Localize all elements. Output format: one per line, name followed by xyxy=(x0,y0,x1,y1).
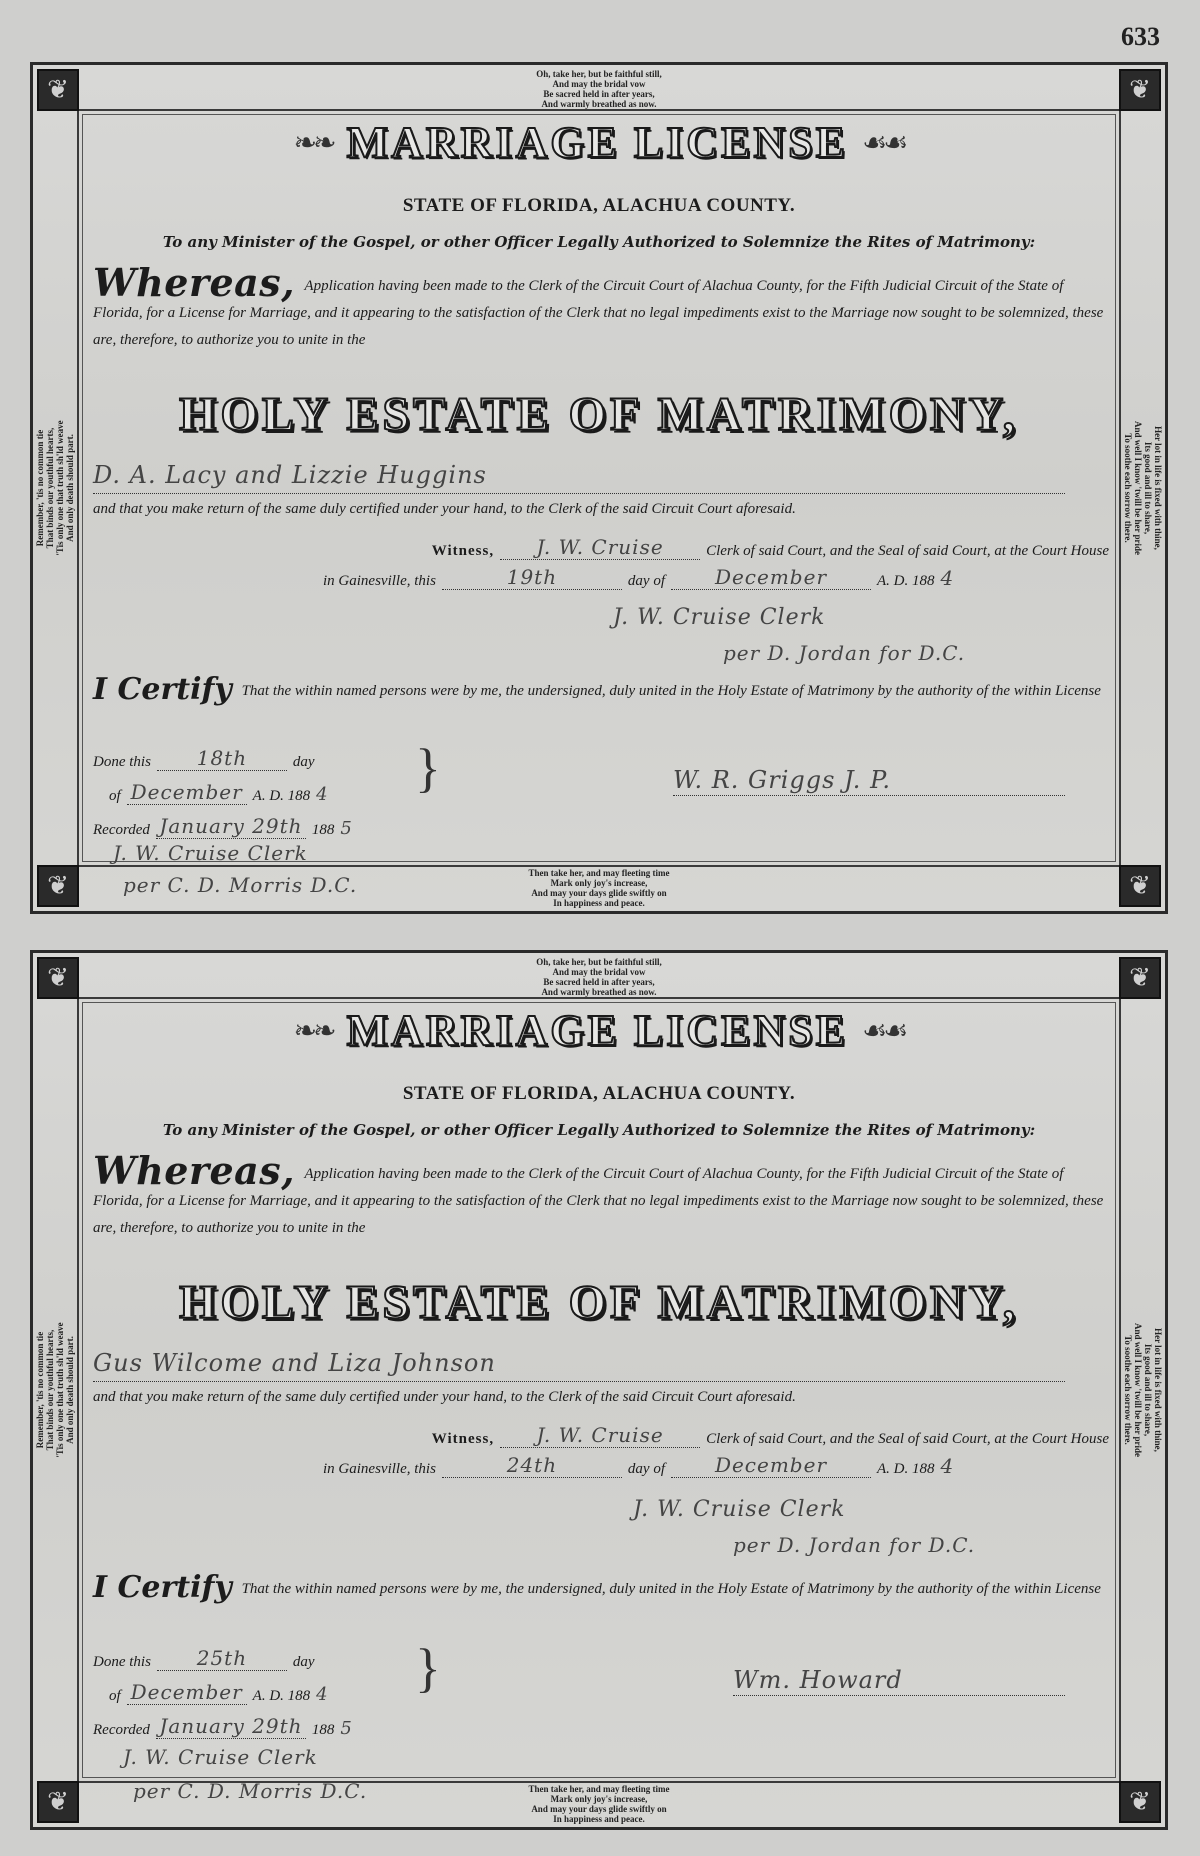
witness-line xyxy=(93,1423,1109,1448)
verse-left: Remember, 'tis no common tie That binds our youthful hearts, 'Tis only one that truth sh'ld weave And only death should part. xyxy=(35,420,75,556)
witness-text: Clerk of said Court, and the Seal of said Court, at the Court House xyxy=(706,543,1109,559)
done-day: 25th xyxy=(157,1646,287,1671)
verse-left: Remember, 'tis no common tie That binds our youthful hearts, 'Tis only one that truth sh'ld weave And only death should part. xyxy=(35,1322,75,1458)
flourish-icon: ☙☙ xyxy=(862,128,905,159)
ornament-corner-icon: ❦ xyxy=(1119,865,1161,907)
flourish-icon: ❧❧ xyxy=(293,128,333,159)
witness-signature: J. W. Cruise xyxy=(500,1423,700,1448)
done-month: December xyxy=(127,780,247,805)
recorded-date: January 29th xyxy=(156,1714,306,1739)
state-heading: STATE OF FLORIDA, ALACHUA COUNTY. xyxy=(402,1083,796,1104)
address-line: To any Minister of the Gospel, or other Officer Legally Authorized to Solemnize the Rites of Matrimony: xyxy=(162,1121,1036,1139)
return-text: and that you make return of the same duly certified under your hand, to the Clerk of the said Circuit Court aforesaid. xyxy=(93,501,796,517)
recorded-deputy-signature: per C. D. Morris D.C. xyxy=(133,1779,368,1803)
whereas-text: Application having been made to the Clerk of the Circuit Court of Alachua County, for the Fifth Judicial Circuit of the State of Florida, for a License for Marriage, and it appearing to the satisfaction of the Clerk that no legal impediments exist to the Marriage now sought to be solemnized, these are, therefore, to authorize you to unite in the xyxy=(93,1166,1104,1236)
verse-right: Her lot in life is fixed with thine, Its good and ill to share, And well I know 'twill be her pride To soothe each sorrow there. xyxy=(1123,1322,1163,1458)
issue-month: December xyxy=(671,565,871,590)
recorded-date: January 29th xyxy=(156,814,306,839)
ornament-corner-icon: ❦ xyxy=(37,1781,79,1823)
certify-text: That the within named persons were by me, the undersigned, duly united in the Holy Estate of Matrimony by the authority of the within License xyxy=(241,683,1101,699)
issue-date-line: in Gainesville, this 24th day of December A. D. 188 4 xyxy=(323,1453,955,1478)
flourish-icon: ❧❧ xyxy=(293,1016,333,1047)
couple-names: Gus Wilcome and Liza Johnson xyxy=(93,1349,1065,1382)
issue-date-line: in Gainesville, this 19th day of December A. D. 188 4 xyxy=(323,565,955,590)
done-day: 18th xyxy=(157,746,287,771)
witness-line xyxy=(93,535,1109,560)
officiant-signature: Wm. Howard xyxy=(733,1665,1065,1696)
ornament-corner-icon: ❦ xyxy=(37,69,79,111)
holy-estate-heading: HOLY ESTATE OF MATRIMONY, xyxy=(179,388,1019,441)
couple-names: D. A. Lacy and Lizzie Huggins xyxy=(93,461,1065,494)
clerk-signature: J. W. Cruise Clerk xyxy=(613,605,826,630)
issue-day: 19th xyxy=(442,565,622,590)
whereas-word: Whereas, xyxy=(93,260,295,305)
clerk-signature: J. W. Cruise Clerk xyxy=(633,1497,846,1522)
brace-icon: } xyxy=(415,738,441,798)
issue-year-digit: 4 xyxy=(940,1454,955,1478)
issue-day: 24th xyxy=(442,1453,622,1478)
state-heading: STATE OF FLORIDA, ALACHUA COUNTY. xyxy=(402,195,796,216)
brace-icon: } xyxy=(415,1638,441,1698)
witness-signature: J. W. Cruise xyxy=(500,535,700,560)
recorded-year-digit: 5 xyxy=(340,818,353,839)
verse-right: Her lot in life is fixed with thine, Its good and ill to share, And well I know 'twill be her pride To soothe each sorrow there. xyxy=(1123,420,1163,556)
recorded-year-digit: 5 xyxy=(340,1718,353,1739)
verse-top: Oh, take her, but be faithful still, And may the bridal vow Be sacred held in after years, And warmly breathed as now. xyxy=(536,957,662,997)
recorded-clerk-signature: J. W. Cruise Clerk xyxy=(113,841,308,865)
marriage-license-1 xyxy=(30,62,1168,914)
verse-bottom: Then take her, and may fleeting time Mark only joy's increase, And may your days glide swiftly on In happiness and peace. xyxy=(528,868,670,908)
title-row xyxy=(33,118,1165,167)
ornament-corner-icon: ❦ xyxy=(37,865,79,907)
recorded-clerk-signature: J. W. Cruise Clerk xyxy=(123,1745,318,1769)
officiant-signature: W. R. Griggs J. P. xyxy=(673,765,1065,796)
done-year-digit: 4 xyxy=(316,1684,329,1705)
certify-word: I Certify xyxy=(93,672,232,707)
certify-paragraph xyxy=(93,1570,1109,1605)
ornament-corner-icon: ❦ xyxy=(1119,69,1161,111)
done-month: December xyxy=(127,1680,247,1705)
return-text: and that you make return of the same duly certified under your hand, to the Clerk of the said Circuit Court aforesaid. xyxy=(93,1389,796,1405)
ornament-corner-icon: ❦ xyxy=(1119,1781,1161,1823)
verse-top: Oh, take her, but be faithful still, And may the bridal vow Be sacred held in after years, And warmly breathed as now. xyxy=(536,69,662,109)
address-line: To any Minister of the Gospel, or other Officer Legally Authorized to Solemnize the Rites of Matrimony: xyxy=(162,233,1036,251)
done-year-digit: 4 xyxy=(316,784,329,805)
witness-text: Clerk of said Court, and the Seal of said Court, at the Court House xyxy=(706,1431,1109,1447)
verse-bottom: Then take her, and may fleeting time Mark only joy's increase, And may your days glide swiftly on In happiness and peace. xyxy=(528,1784,670,1824)
witness-label: Witness, xyxy=(431,1431,495,1447)
whereas-paragraph xyxy=(93,1148,1109,1242)
license-title: MARRIAGE LICENSE xyxy=(346,118,849,167)
done-block: Done this 25th day of December A. D. 188 4 Recorded January 29th 188 5 } xyxy=(93,1638,441,1739)
certify-paragraph xyxy=(93,672,1109,707)
marriage-license-2 xyxy=(30,950,1168,1830)
whereas-paragraph xyxy=(93,260,1109,354)
whereas-word: Whereas, xyxy=(93,1148,295,1193)
certify-word: I Certify xyxy=(93,1570,232,1605)
title-row xyxy=(33,1006,1165,1055)
witness-label: Witness, xyxy=(431,543,495,559)
done-block: Done this 18th day of December A. D. 188 4 Recorded January 29th 188 5 } xyxy=(93,738,441,839)
flourish-icon: ☙☙ xyxy=(862,1016,905,1047)
recorded-deputy-signature: per C. D. Morris D.C. xyxy=(123,873,358,897)
license-title: MARRIAGE LICENSE xyxy=(346,1006,849,1055)
issue-month: December xyxy=(671,1453,871,1478)
certify-text: That the within named persons were by me, the undersigned, duly united in the Holy Estate of Matrimony by the authority of the within License xyxy=(241,1581,1101,1597)
whereas-text: Application having been made to the Clerk of the Circuit Court of Alachua County, for the Fifth Judicial Circuit of the State of Florida, for a License for Marriage, and it appearing to the satisfaction of the Clerk that no legal impediments exist to the Marriage now sought to be solemnized, these are, therefore, to authorize you to unite in the xyxy=(93,278,1104,348)
deputy-signature: per D. Jordan for D.C. xyxy=(723,641,966,665)
ornament-corner-icon: ❦ xyxy=(37,957,79,999)
issue-year-digit: 4 xyxy=(940,566,955,590)
page-number: 633 xyxy=(1121,22,1160,51)
ornament-corner-icon: ❦ xyxy=(1119,957,1161,999)
holy-estate-heading: HOLY ESTATE OF MATRIMONY, xyxy=(179,1276,1019,1329)
deputy-signature: per D. Jordan for D.C. xyxy=(733,1533,976,1557)
